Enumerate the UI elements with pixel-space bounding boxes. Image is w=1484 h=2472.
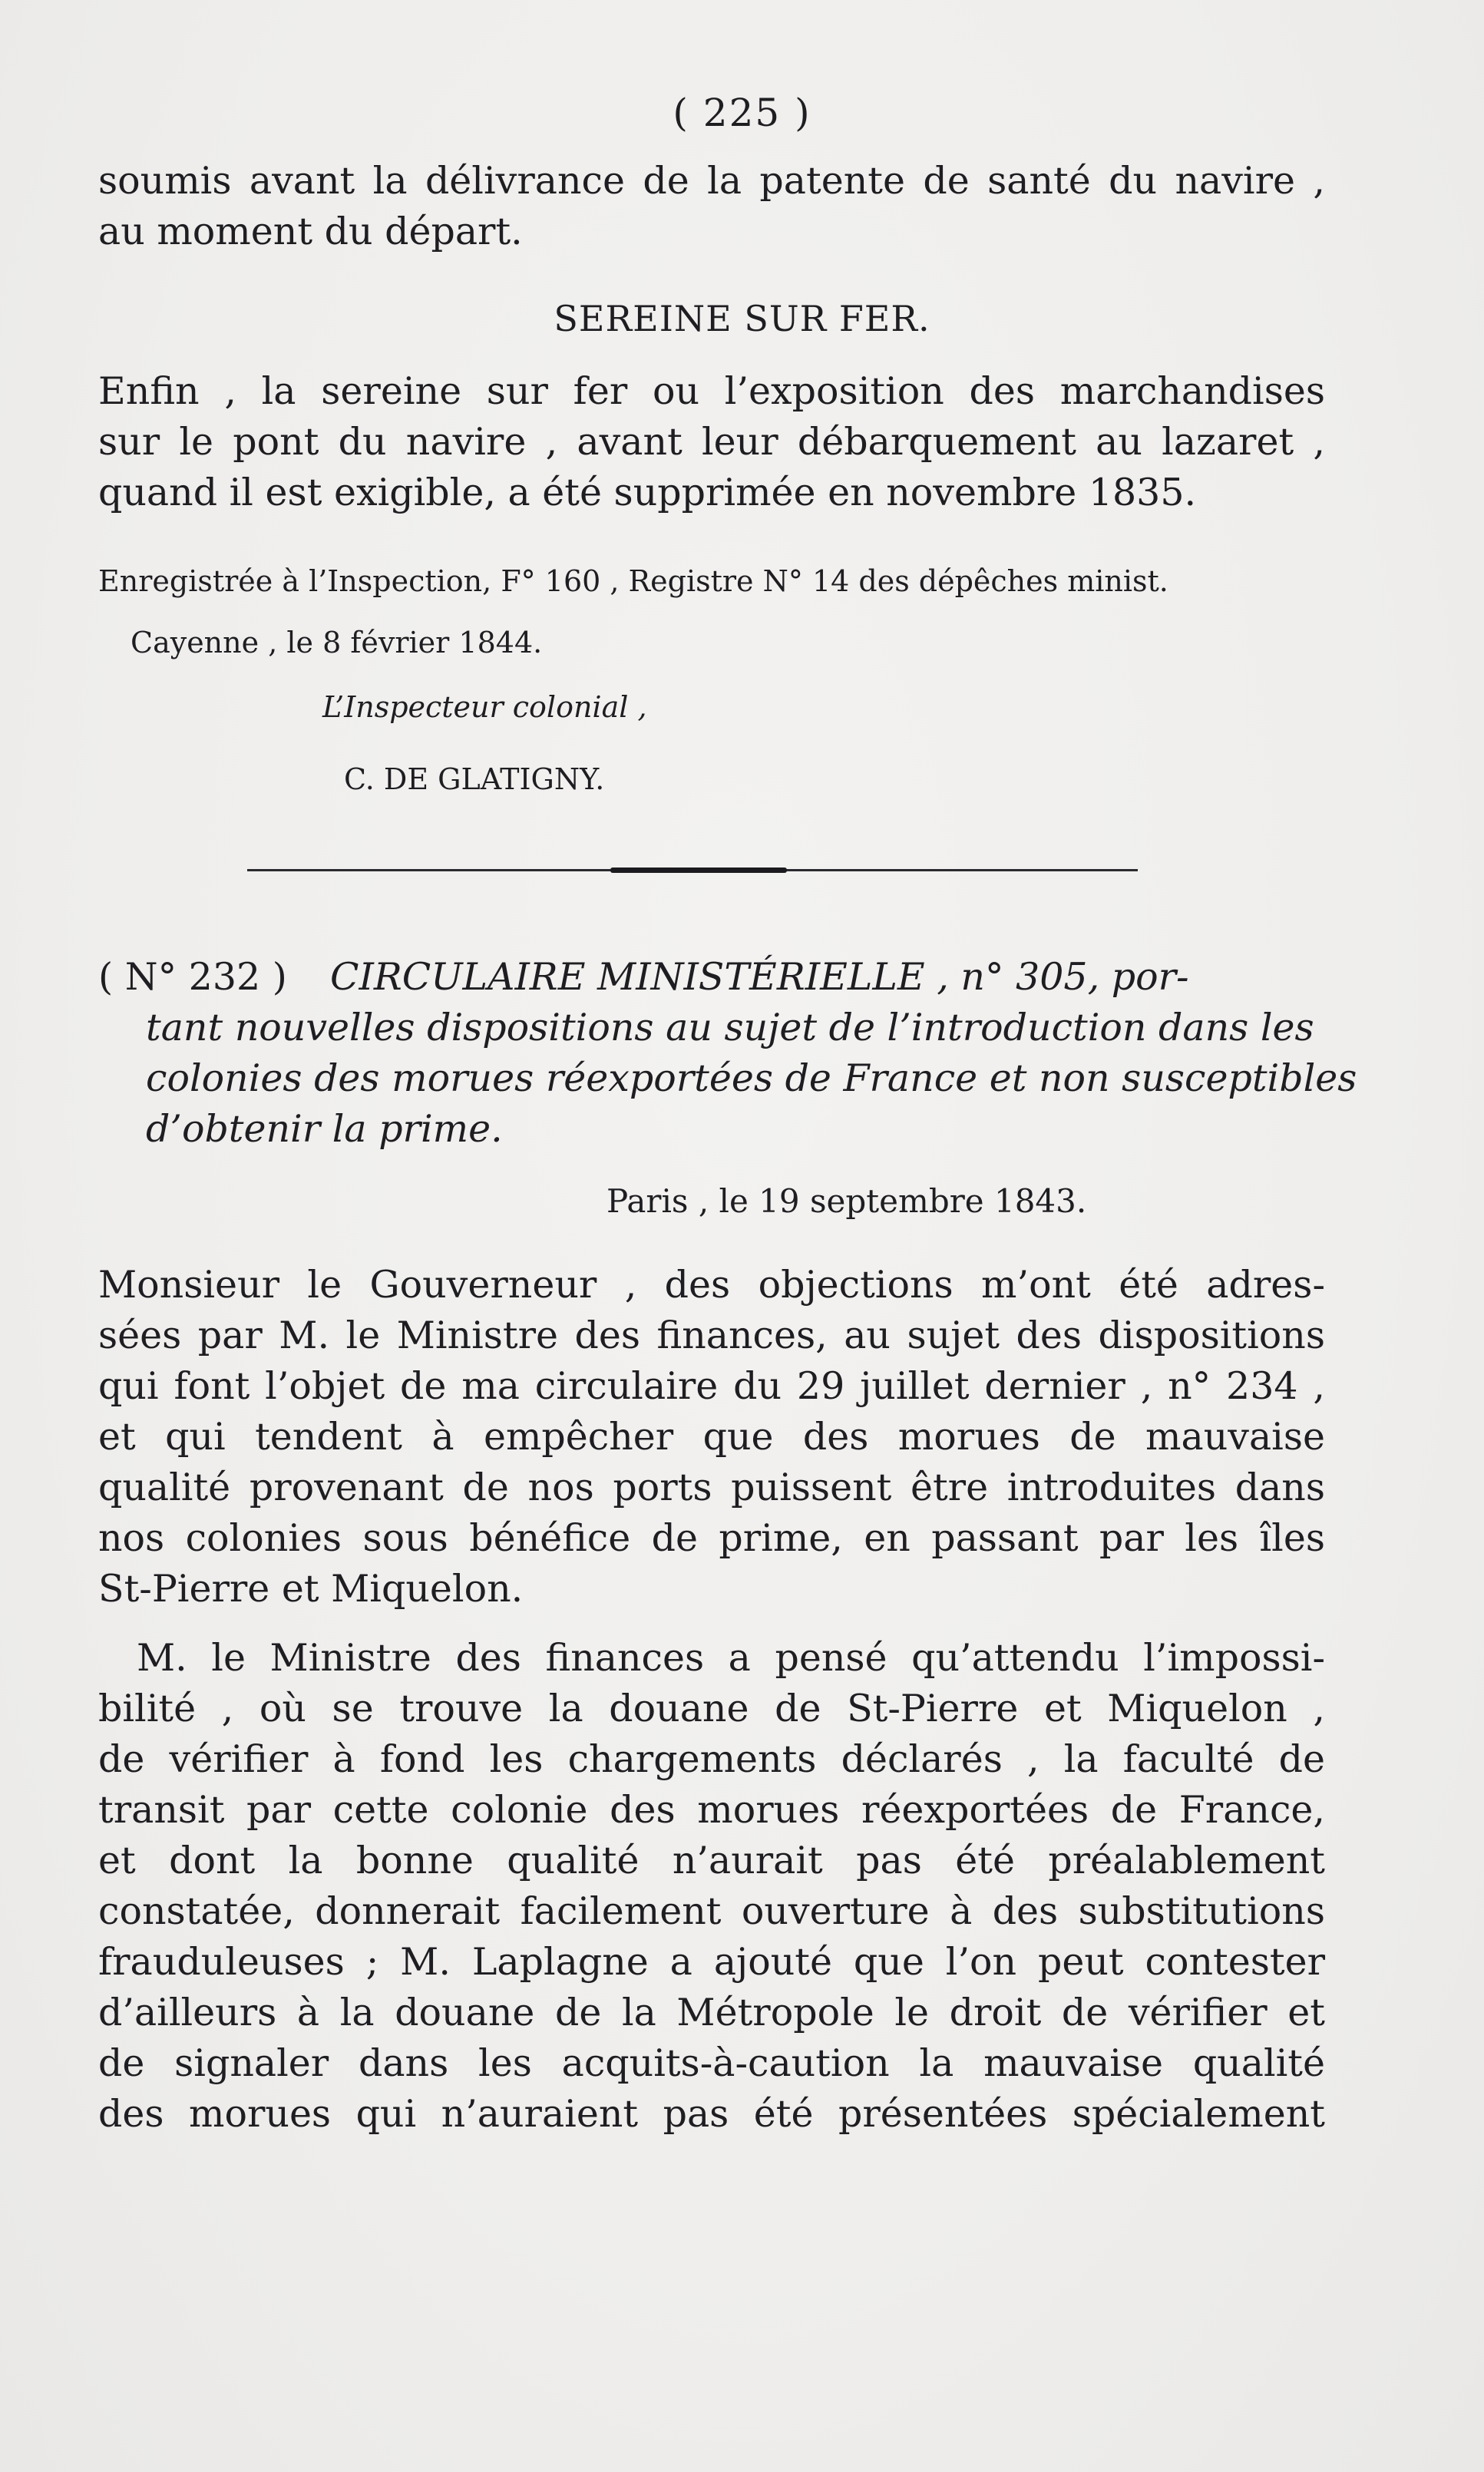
paragraph2-line-9: de signaler dans les acquits-à-caution la mauvaise qualité [98, 2041, 1325, 2085]
paragraph1-line-2: sées par M. le Ministre des finances, au sujet des dispositions [98, 1314, 1325, 1357]
intro-line-1: soumis avant la délivrance de la patente de santé du navire , [98, 159, 1325, 203]
section-heading: SEREINE SUR FER. [554, 298, 930, 339]
circular-number: ( N° 232 ) [98, 955, 287, 999]
paragraph2-line-6: constatée, donnerait facilement ouverture à des substitutions [98, 1889, 1325, 1933]
paragraph2-line-7: frauduleuses ; M. Laplagne a ajouté que l’on peut contester [98, 1940, 1325, 1984]
paragraph1-line-3: qui font l’objet de ma circulaire du 29 juillet dernier , n° 234 , [98, 1364, 1325, 1408]
paragraph2-line-8: d’ailleurs à la douane de la Métropole le droit de vérifier et [98, 1991, 1325, 2034]
signature-name: C. DE GLATIGNY. [344, 762, 605, 796]
circular-title-line-3: colonies des morues réexportées de France et non susceptibles [146, 1056, 1357, 1100]
circular-title-line-1: CIRCULAIRE MINISTÉRIELLE , n° 305, por- [330, 955, 1189, 999]
paragraph2-line-4: transit par cette colonie des morues réexportées de France, [98, 1788, 1325, 1832]
place-date: Cayenne , le 8 février 1844. [131, 626, 543, 659]
paragraph1-line-4: et qui tendent à empêcher que des morues de mauvaise [98, 1415, 1325, 1459]
circular-title-line-2: tant nouvelles dispositions au sujet de l’introduction dans les [146, 1006, 1314, 1049]
circular-date: Paris , le 19 septembre 1843. [606, 1182, 1087, 1220]
paragraph2-line-1: M. le Ministre des finances a pensé qu’attendu l’impossi- [137, 1636, 1325, 1680]
intro-line-2: au moment du départ. [98, 210, 523, 253]
circular-title-line-4: d’obtenir la prime. [146, 1107, 503, 1151]
section-paragraph-line-2: sur le pont du navire , avant leur débarquement au lazaret , [98, 420, 1325, 464]
registration-note: Enregistrée à l’Inspection, F° 160 , Registre N° 14 des dépêches minist. [98, 564, 1168, 598]
paragraph2-line-5: et dont la bonne qualité n’aurait pas été préalablement [98, 1839, 1325, 1882]
paragraph1-line-1: Monsieur le Gouverneur , des objections m’ont été adres- [98, 1263, 1325, 1307]
paragraph2-line-10: des morues qui n’auraient pas été présentées spécialement [98, 2092, 1325, 2136]
paragraph1-line-7: St-Pierre et Miquelon. [98, 1567, 524, 1611]
paragraph2-line-2: bilité , où se trouve la douane de St-Pierre et Miquelon , [98, 1687, 1325, 1730]
separator-rule-center [610, 868, 787, 873]
section-paragraph-line-1: Enfin , la sereine sur fer ou l’exposition des marchandises [98, 369, 1325, 413]
page-number: ( 225 ) [673, 91, 811, 135]
paragraph1-line-6: nos colonies sous bénéfice de prime, en passant par les îles [98, 1516, 1325, 1560]
section-paragraph-line-3: quand il est exigible, a été supprimée en novembre 1835. [98, 471, 1197, 514]
signature-title: L’Inspecteur colonial , [322, 690, 647, 724]
paragraph1-line-5: qualité provenant de nos ports puissent être introduites dans [98, 1466, 1325, 1509]
paragraph2-line-3: de vérifier à fond les chargements déclarés , la faculté de [98, 1737, 1325, 1781]
